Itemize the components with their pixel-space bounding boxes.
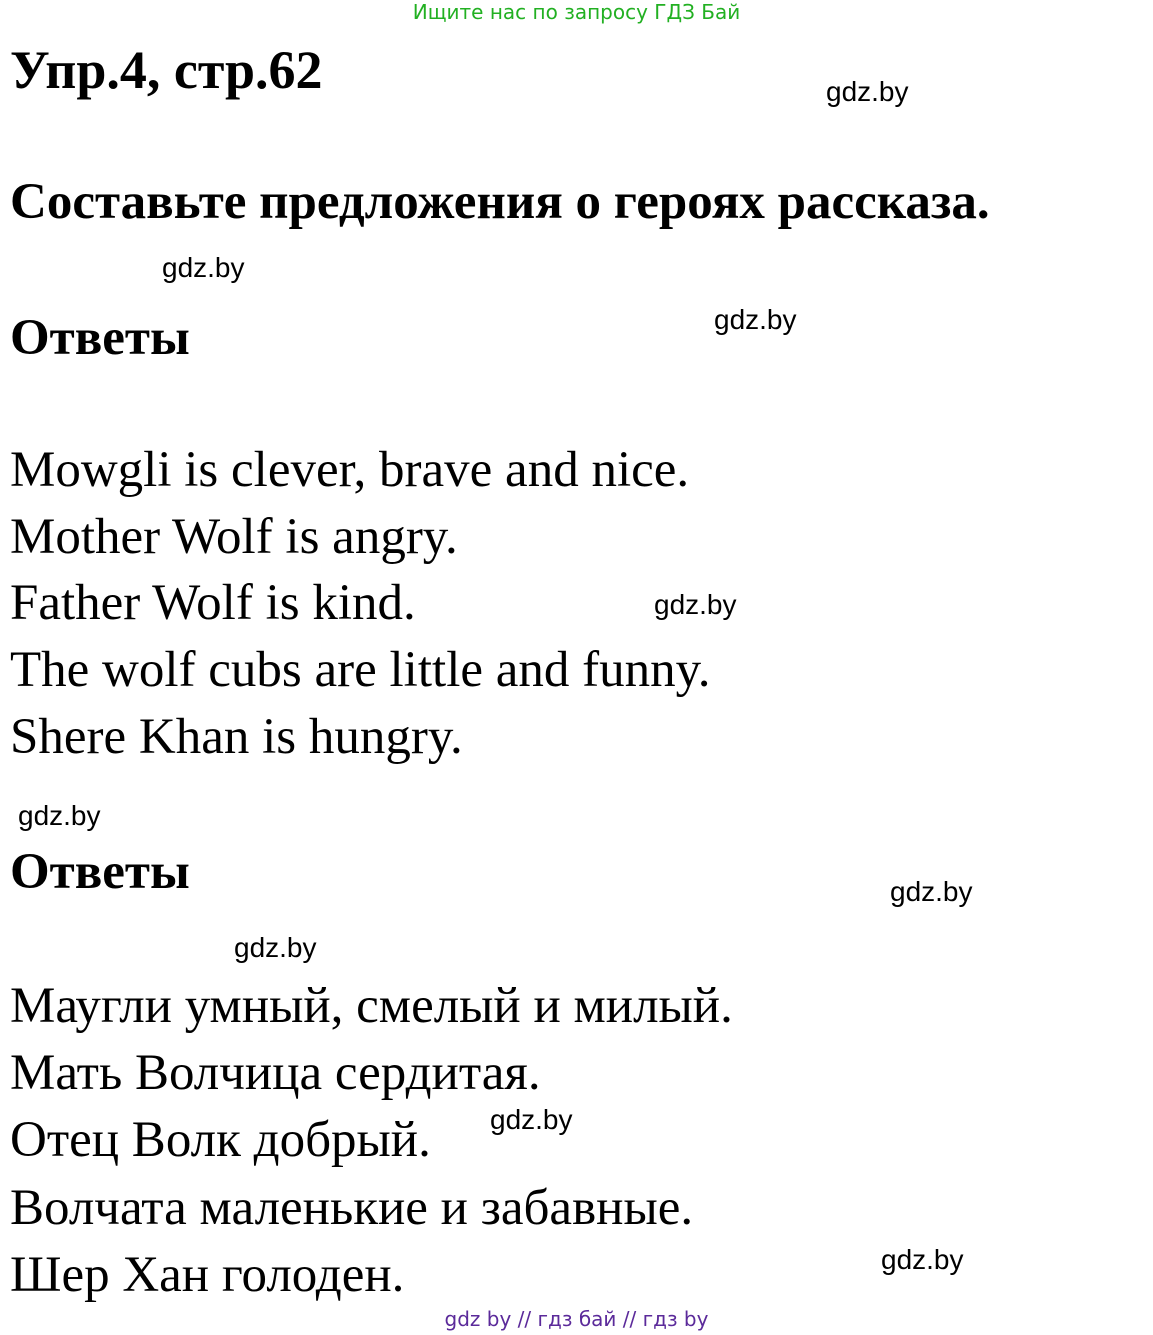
watermark: gdz.by [890, 876, 973, 907]
answer-line: Мать Волчица сердитая. [10, 1045, 541, 1101]
answer-line: Shere Khan is hungry. [10, 709, 463, 765]
task-instruction: Составьте предложения о героях рассказа. [10, 174, 990, 230]
answer-line: Mother Wolf is angry. [10, 509, 458, 565]
watermark: gdz.by [18, 800, 101, 831]
answers-heading-english: Ответы [10, 310, 190, 366]
answer-line: Father Wolf is kind. [10, 575, 416, 631]
watermark: gdz.by [234, 932, 317, 963]
watermark: gdz.by [162, 252, 245, 283]
answer-line: Mowgli is clever, brave and nice. [10, 442, 690, 498]
watermark: gdz.by [881, 1244, 964, 1275]
watermark: gdz.by [826, 76, 909, 107]
answer-line: The wolf cubs are little and funny. [10, 642, 711, 698]
watermark: gdz.by [490, 1104, 573, 1135]
answers-heading-russian: Ответы [10, 844, 190, 900]
top-banner: Ищите нас по запросу ГДЗ Бай [412, 0, 741, 24]
watermark: gdz.by [714, 304, 797, 335]
exercise-title: Упр.4, стр.62 [10, 40, 323, 100]
watermark: gdz.by [654, 589, 737, 620]
answer-line: Шер Хан голоден. [10, 1247, 405, 1303]
answer-line: Волчата маленькие и забавные. [10, 1180, 694, 1236]
answer-line: Отец Волк добрый. [10, 1112, 431, 1168]
answer-line: Маугли умный, смелый и милый. [10, 978, 733, 1034]
footer-watermark: gdz by // гдз бай // гдз by [444, 1307, 709, 1331]
